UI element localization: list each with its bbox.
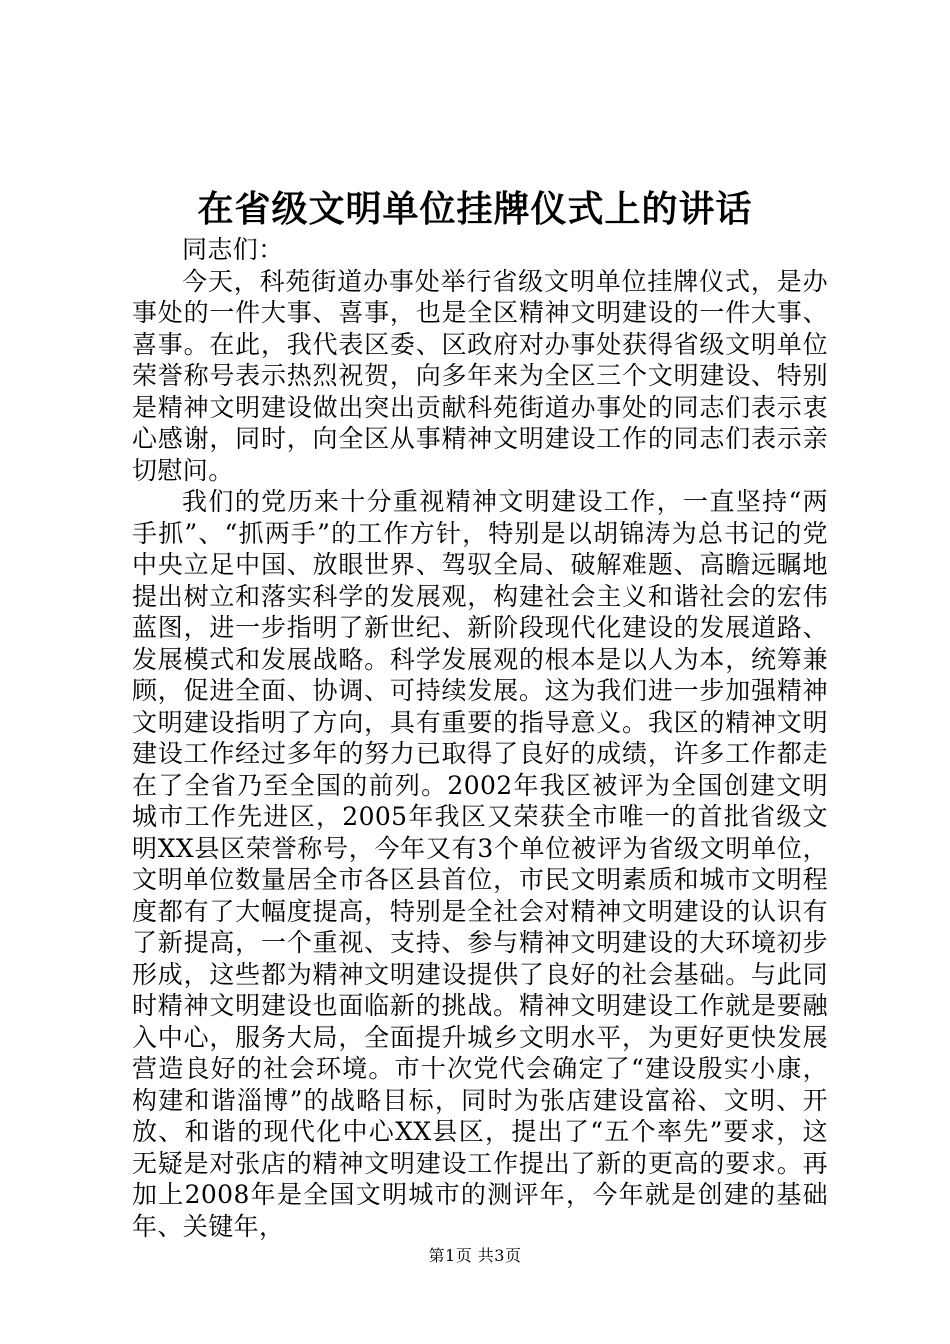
document-body: [132, 234, 828, 1242]
paragraph-1: 今天，科苑街道办事处举行省级文明单位挂牌仪式，是办事处的一件大事、喜事，也是全区精神文明建设的一件大事、喜事。在此，我代表区委、区政府对办事处获得省级文明单位荣誉称号表示热烈祝贺，向多年来为全区三个文明建设、特别是精神文明建设做出突出贡献科苑街道办事处的同志们表示衷心感谢，同时，向全区从事精神文明建设工作的同志们表示亲切慰问。: [132, 266, 828, 485]
document-title: 在省级文明单位挂牌仪式上的讲话: [197, 188, 753, 230]
salutation: 同志们：: [182, 235, 284, 264]
paragraph-2: 我们的党历来十分重视精神文明建设工作，一直坚持“两手抓”、“抓两手”的工作方针，特别是以胡锦涛为总书记的党中央立足中国、放眼世界、驾驭全局、破解难题、高瞻远瞩地提出树立和落实科学的发展观，构建社会主义和谐社会的宏伟蓝图，进一步指明了新世纪、新阶段现代化建设的发展道路、发展模式和发展战略。科学发展观的根本是以人为本，统筹兼顾，促进全面、协调、可持续发展。这为我们进一步加强精神文明建设指明了方向，具有重要的指导意义。我区的精神文明建设工作经过多年的努力已取得了良好的成绩，许多工作都走在了全省乃至全国的前列。2002年我区被评为全国创建文明城市工作先进区，2005年我区又荣获全市唯一的首批省级文明XX县区荣誉称号，今年又有3个单位被评为省级文明单位，文明单位数量居全市各区县首位，市民文明素质和城市文明程度都有了大幅度提高，特别是全社会对精神文明建设的认识有了新提高，一个重视、支持、参与精神文明建设的大环境初步形成，这些都为精神文明建设提供了良好的社会基础。与此同时精神文明建设也面临新的挑战。精神文明建设工作就是要融入中心，服务大局，全面提升城乡文明水平，为更好更快发展营造良好的社会环境。市十次党代会确定了“建设殷实小康，构建和谐淄博”的战略目标，同时为张店建设富裕、文明、开放、和谐的现代化中心XX县区，提出了“五个率先”要求，这无疑是对张店的精神文明建设工作提出了新的更高的要求。再加上2008年是全国文明城市的测评年，今年就是创建的基础年、关键年，: [132, 487, 828, 1241]
page-number-footer: 第1页 共3页: [428, 1246, 522, 1265]
